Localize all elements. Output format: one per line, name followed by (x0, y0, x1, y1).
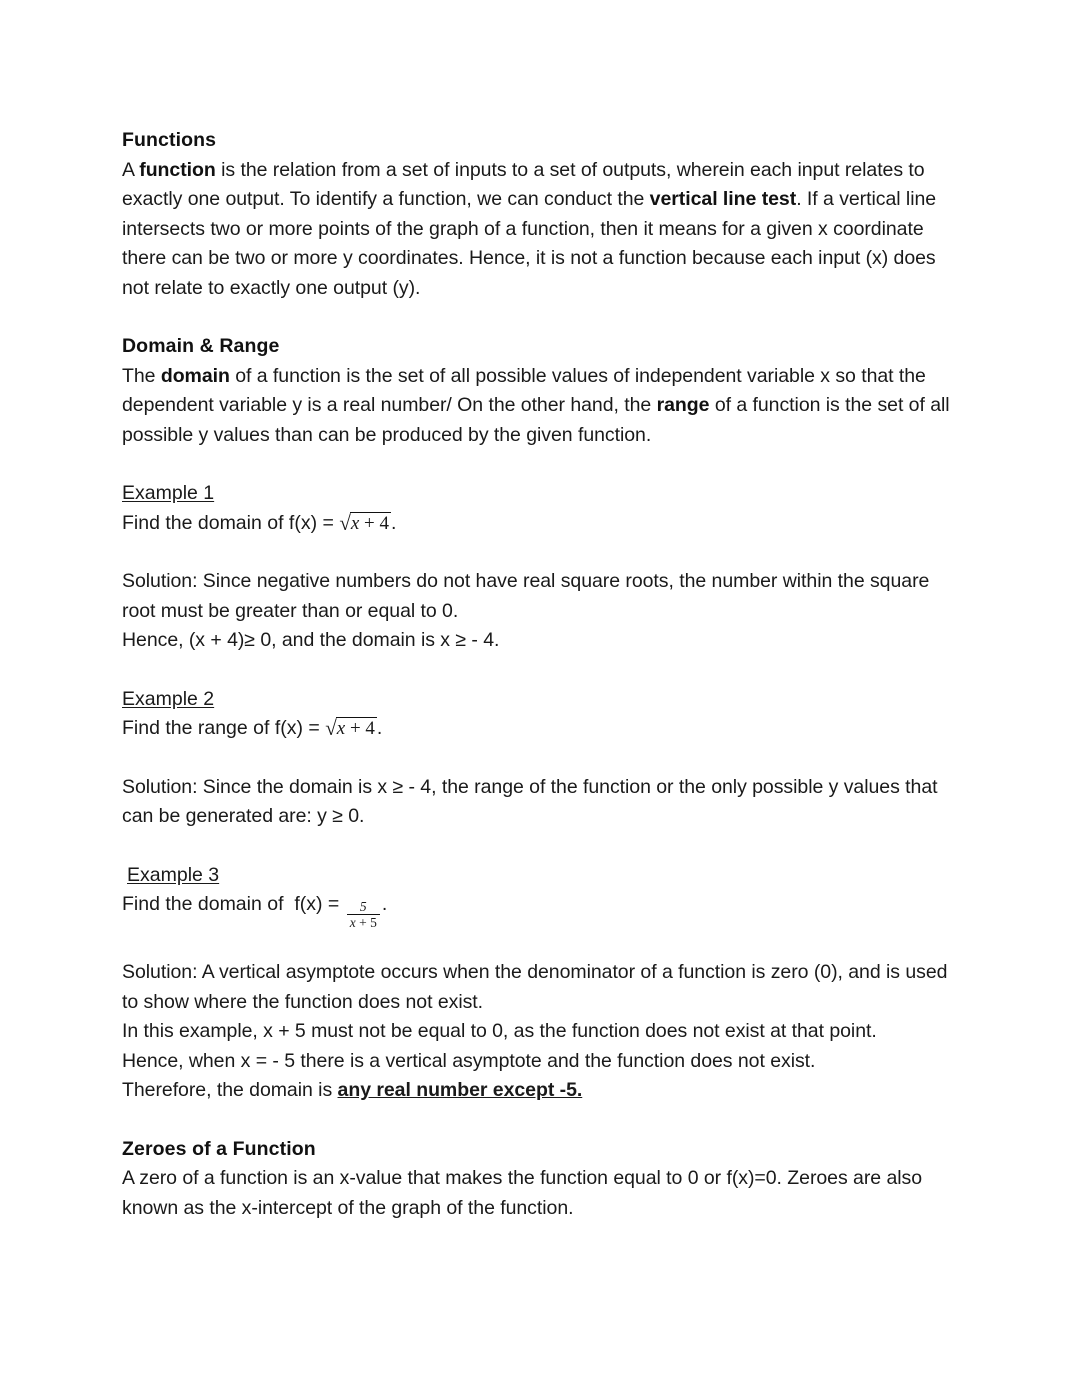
example-1-label-text: Example 1 (122, 482, 215, 504)
functions-text-a: A (122, 158, 140, 181)
spacer (122, 303, 960, 332)
example-3-question-prefix: Find the domain of f(x) = (122, 893, 345, 915)
example-3-denominator-operator: + (359, 915, 367, 931)
example-2-label (122, 685, 960, 715)
example-3-question-suffix: . (381, 893, 388, 915)
example-3-solution-line-1: Solution: A vertical asymptote occurs when the denominator of a function is zero (0), and is used to show where the function does not exist. (122, 961, 948, 1013)
example-2-sqrt-formula (325, 716, 377, 738)
example-3-fraction-numerator: 5 (359, 899, 367, 914)
domain-range-text-c: of a function is the set of all possible values of independent variable x so that the dependent variable y is a real number/ On the other hand, the (122, 364, 926, 416)
functions-text-e: . If a vertical line intersects two or more points of the graph of a function, then it means for a given x coordinate there can be two or more y coordinates. Hence, it is not a function because each input (x) does not relate to exactly one output (y). (122, 188, 937, 299)
example-1-solution-line-1: Solution: Since negative numbers do not have real square roots, the number within the square root must be greater than or equal to 0. (122, 570, 930, 622)
spacer (122, 929, 960, 958)
example-2-radicand-variable: x (336, 718, 346, 739)
document-content (122, 126, 960, 1223)
example-2-solution-line-1: Solution: Since the domain is x ≥ - 4, the range of the function or the only possible y values that can be generated are: y ≥ 0. (122, 775, 938, 827)
example-1-question-prefix: Find the domain of f(x) = (122, 511, 340, 534)
example-3-question (122, 890, 960, 929)
spacer (122, 450, 960, 479)
example-3-answer-emphasis: any real number except -5. (337, 1079, 583, 1102)
example-1-sqrt-formula (339, 511, 391, 533)
example-3-denominator-variable: x (349, 915, 356, 931)
section-heading-domain-range: Domain & Range (122, 335, 280, 357)
example-1-solution-line-2: Hence, (x + 4)≥ 0, and the domain is x ≥ - 4. (122, 629, 500, 651)
example-3-solution-line-4-prefix: Therefore, the domain is (122, 1079, 338, 1102)
example-1-question-suffix: . (391, 511, 397, 534)
spacer (122, 538, 960, 567)
functions-text-c: is the relation from a set of inputs to a set of outputs, wherein each input relates to exactly one output. To identify a function, we can conduct the (122, 158, 925, 210)
section-heading-functions: Functions (122, 129, 217, 151)
example-2-radicand (336, 717, 377, 739)
spacer (122, 744, 960, 773)
example-1-radicand-operator: + (364, 512, 375, 534)
example-3-fraction-formula (347, 899, 380, 930)
example-2-question-suffix: . (376, 717, 383, 739)
paragraph-domain-range (122, 362, 960, 451)
domain-range-text-e: of a function is the set of all possible y values than can be produced by the given function. (122, 394, 950, 446)
domain-range-bold-domain: domain (160, 364, 230, 387)
example-3-solution-line-2: In this example, x + 5 must not be equal to 0, as the function does not exist at that point. (122, 1020, 877, 1043)
example-1-radicand (350, 512, 391, 534)
paragraph-zeroes: A zero of a function is an x-value that makes the function equal to 0 or f(x)=0. Zeroes are also known as the x-intercept of the graph of the function. (122, 1167, 923, 1219)
spacer (122, 1106, 960, 1135)
functions-bold-vertical-line-test: vertical line test (649, 188, 797, 210)
example-2-radicand-constant: 4 (365, 718, 375, 739)
example-1-radicand-variable: x (350, 512, 360, 534)
spacer (122, 832, 960, 861)
example-3-denominator-constant: 5 (370, 915, 377, 931)
radical-sign-icon: √ (325, 716, 337, 740)
example-1-label (122, 479, 960, 509)
example-1-radicand-constant: 4 (379, 512, 389, 534)
domain-range-bold-range: range (656, 394, 710, 416)
radical-sign-icon: √ (339, 510, 351, 535)
example-2-label-text: Example 2 (122, 687, 215, 710)
domain-range-text-a: The (122, 364, 161, 387)
example-2-question-prefix: Find the range of f(x) = (122, 717, 326, 739)
example-3-label (122, 861, 960, 891)
example-3-solution-line-3: Hence, when x = - 5 there is a vertical asymptote and the function does not exist. (122, 1049, 816, 1072)
example-3-solution-line-4 (122, 1076, 960, 1106)
example-3-label-text: Example 3 (127, 863, 220, 886)
section-heading-zeroes: Zeroes of a Function (122, 1137, 316, 1160)
paragraph-functions (122, 156, 960, 304)
functions-bold-function: function (139, 158, 216, 181)
example-1-question (122, 509, 960, 539)
example-3-fraction-denominator (347, 914, 380, 930)
example-2-radicand-operator: + (349, 718, 361, 739)
spacer (122, 656, 960, 685)
example-2-question (122, 714, 960, 744)
